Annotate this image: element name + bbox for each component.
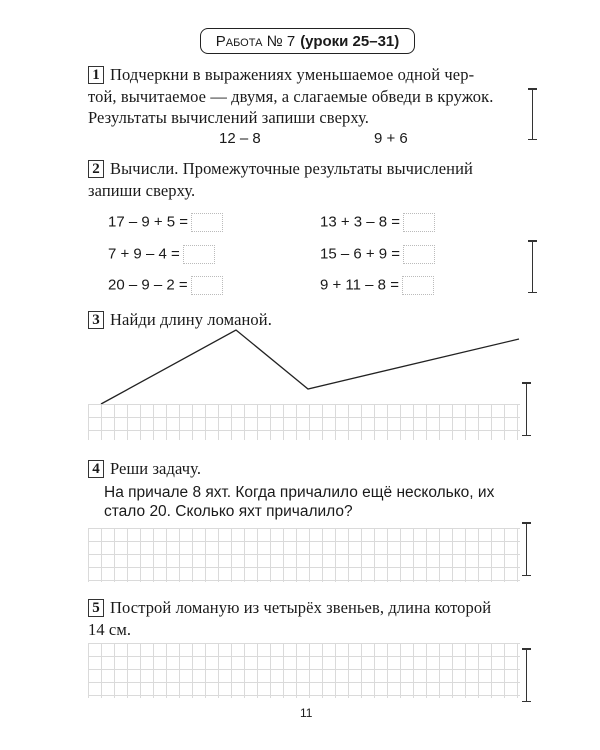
task-4-number: 4 [88, 460, 104, 478]
score-bracket-4 [526, 522, 535, 576]
score-bracket-3 [526, 382, 535, 436]
score-bracket-5 [526, 648, 535, 702]
task-2-expr-left-3: 20 – 9 – 2 = [108, 276, 223, 295]
task-1-line1: Подчеркни в выражениях уменьшаемое одной чер- [110, 65, 475, 84]
task-2-expr-right-1: 13 + 3 – 8 = [320, 213, 435, 232]
task-1-expression-b: 9 + 6 [374, 130, 408, 147]
task-2-expr-right-3: 9 + 11 – 8 = [320, 276, 434, 295]
page-number: 11 [300, 706, 313, 720]
task-4-line1: На причале 8 яхт. Когда причалило ещё несколько, их [104, 484, 495, 501]
task-5-number: 5 [88, 599, 104, 617]
task-5-grid-area[interactable] [88, 643, 520, 698]
task-3-number: 3 [88, 311, 104, 329]
task-2-expr-left-1: 17 – 9 + 5 = [108, 213, 223, 232]
lessons-label: (уроки 25–31) [300, 32, 400, 50]
broken-line [101, 330, 519, 404]
task-2-expr-right-2: 15 – 6 + 9 = [320, 245, 435, 264]
task-2-line1: Вычисли. Промежуточные результаты вычислений [110, 159, 473, 178]
task-1-expression-a: 12 – 8 [219, 130, 261, 147]
task-4-title: Реши задачу. [110, 459, 202, 478]
task-1-line2: той, вычитаемое — двумя, а слагаемые обведи в кружок. [88, 87, 494, 106]
task-3-text: Найди длину ломаной. [110, 310, 272, 329]
task-2-number: 2 [88, 160, 104, 178]
task-2-line2: запиши сверху. [88, 181, 196, 200]
task-1-number: 1 [88, 66, 104, 84]
task-4-line2: стало 20. Сколько яхт причалило? [104, 503, 353, 520]
task-2-expr-left-2: 7 + 9 – 4 = [108, 245, 215, 264]
task-5-line2: 14 см. [88, 620, 132, 639]
task-3-grid-area[interactable] [88, 404, 520, 440]
task-4-grid-area[interactable] [88, 528, 520, 582]
work-label: Работа № 7 [215, 32, 296, 50]
task-5-line1: Построй ломаную из четырёх звеньев, длина которой [110, 598, 492, 617]
task-1-line3: Результаты вычислений запиши сверху. [88, 108, 370, 127]
